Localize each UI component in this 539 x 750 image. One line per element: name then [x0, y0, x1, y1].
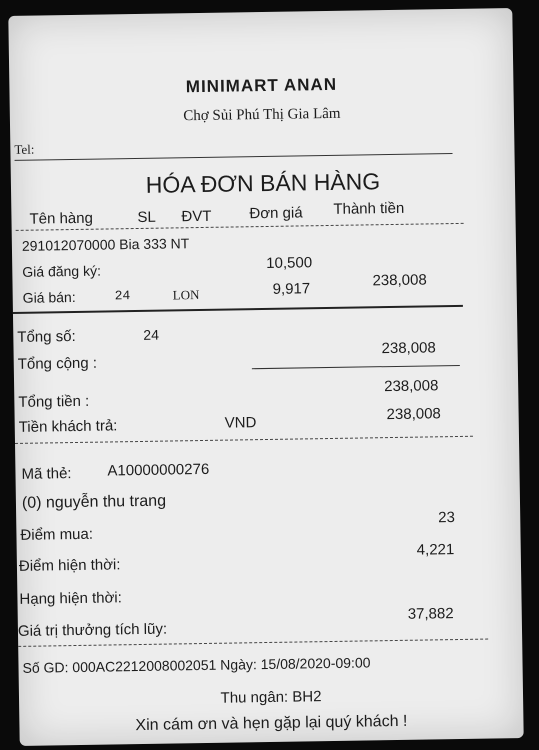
- col-item: Tên hàng: [29, 209, 94, 228]
- purchase-points-label: Điểm mua:: [20, 525, 94, 544]
- col-unit-price: Đơn giá: [249, 204, 303, 223]
- loyalty-divider: [18, 639, 488, 647]
- subtotal-rule: [252, 365, 460, 369]
- subtotal-label: Tổng cộng :: [17, 354, 98, 373]
- invoice-title: HÓA ĐƠN BÁN HÀNG: [145, 168, 381, 198]
- sale-price-label: Giá bán:: [22, 288, 76, 306]
- transaction-info: Số GD: 000AC2212008002051 Ngày: 15/08/2020-09:00: [22, 654, 371, 676]
- store-name: MINIMART ANAN: [185, 74, 338, 97]
- subtotal-value: 238,008: [381, 339, 436, 358]
- registered-price: 10,500: [266, 254, 313, 272]
- registered-price-label: Giá đăng ký:: [22, 262, 102, 280]
- header-divider: [15, 153, 453, 161]
- col-unit: ĐVT: [181, 207, 212, 226]
- paid-currency: VND: [224, 414, 257, 432]
- current-rank-label: Hạng hiện thời:: [19, 589, 122, 608]
- total-value: 238,008: [384, 377, 439, 396]
- item-quantity: 24: [114, 288, 131, 304]
- item-unit: LON: [172, 287, 200, 303]
- paid-value: 238,008: [386, 405, 441, 424]
- purchase-points: 23: [438, 509, 456, 527]
- count-label: Tổng số:: [17, 327, 76, 346]
- receipt-paper: [8, 8, 523, 746]
- count-value: 24: [143, 326, 160, 343]
- item-amount: 238,008: [372, 271, 427, 290]
- items-divider: [13, 305, 463, 314]
- current-points: 4,221: [416, 541, 455, 559]
- store-address: Chợ Sủi Phú Thị Gia Lâm: [183, 105, 341, 125]
- sale-price: 9,917: [272, 280, 311, 298]
- thanks-message: Xin cám ơn và hẹn gặp lại quý khách !: [135, 712, 408, 735]
- col-amount: Thành tiền: [333, 199, 405, 218]
- card-number: A10000000276: [107, 460, 210, 480]
- col-qty: SL: [137, 208, 156, 226]
- card-label: Mã thẻ:: [21, 465, 72, 483]
- tel-label: Tel:: [14, 141, 35, 157]
- total-label: Tổng tiền :: [18, 392, 90, 411]
- item-code-name: 291012070000 Bia 333 NT: [21, 235, 190, 254]
- paid-label: Tiền khách trả:: [18, 417, 118, 436]
- reward-value: 37,882: [407, 605, 454, 623]
- current-points-label: Điểm hiện thời:: [18, 556, 121, 575]
- totals-divider: [15, 436, 473, 444]
- customer-name: (0) nguyễn thu trang: [21, 492, 167, 512]
- reward-value-label: Giá trị thưởng tích lũy:: [17, 620, 168, 640]
- cashier: Thu ngân: BH2: [220, 688, 322, 707]
